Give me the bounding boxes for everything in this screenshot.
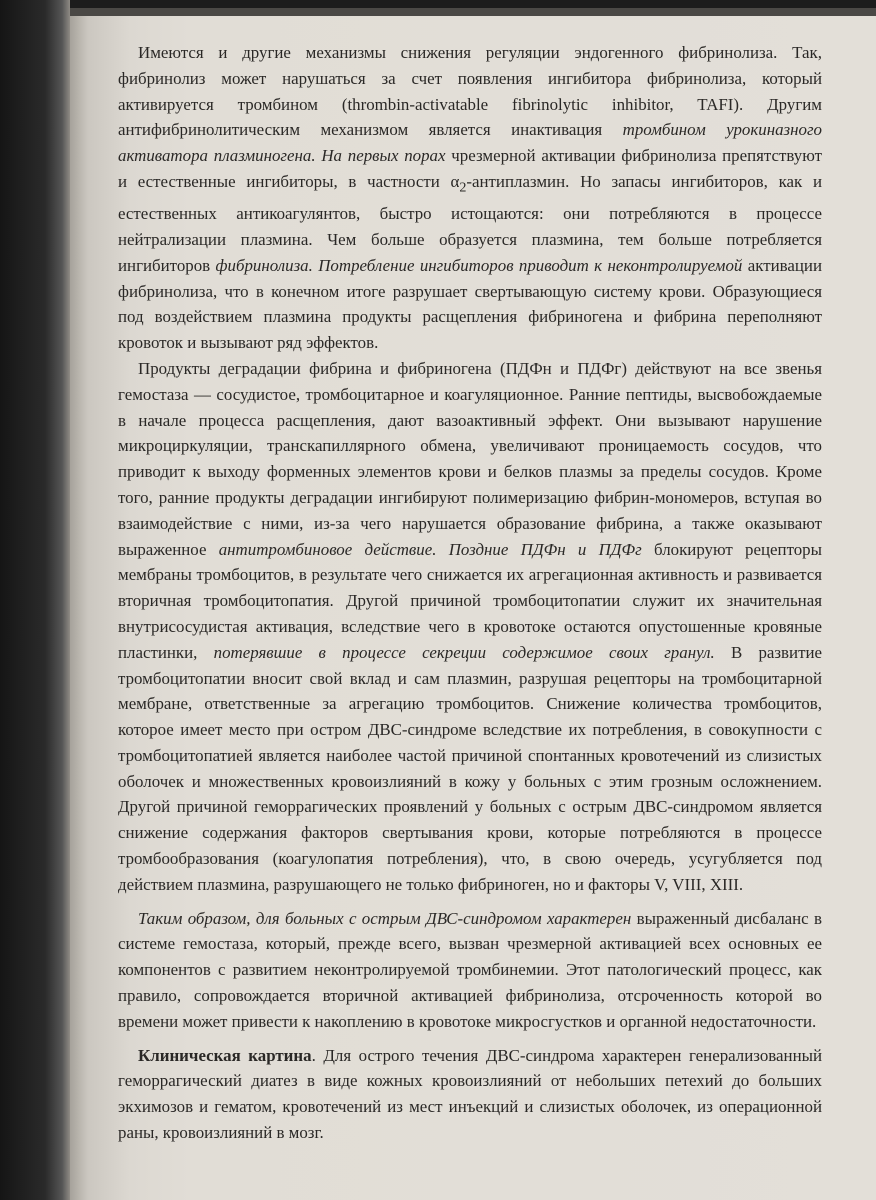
text-run: -антиплазмин. Но запасы ингибиторов, как и естественных антикоагулянтов, быстро истощаются: они потребляются в процессе нейтрализации плазмина. Чем больше образуется плазмина, тем больше потребляется ингибиторов bbox=[118, 171, 822, 275]
text-run: В развитие тромбоцитопатии вносит свой вклад и сам плазмин, разрушая рецепторы на тромбоцитарной мембране, ответственные за агрегацию тромбоцитов. Снижение количества тромбоцитов, которое имеет место при остром ДВС-синдроме вследствие их потребления, в совокупности с тромбоцитопатией является наиболее частой причиной спонтанных кровотечений из слизистых оболочек и множественных кровоизлияний в кожу у больных с этим грозным осложнением. Другой причиной геморрагических проявлений у больных с острым ДВС-синдромом является снижение содержания факторов свертывания крови, которые потребляются в процессе тромбообразования (коагулопатия потребления), что, в свою очередь, усугубляется под действием плазмина, разрушающего не только фибриноген, но и факторы V, VIII, XIII. bbox=[118, 642, 822, 894]
paragraph-fibrinolysis bbox=[118, 40, 822, 356]
text-run: чрезмерной активации фибринолиза препятствуют и естественные ингибиторы, в частности α bbox=[118, 146, 822, 191]
section-heading-inline: Клиническая картина bbox=[138, 1045, 312, 1065]
subscript: 2 bbox=[459, 179, 467, 196]
italic-run: потерявшие в процессе секреции содержимое своих гранул. bbox=[213, 642, 715, 662]
paragraph-gap bbox=[118, 898, 822, 906]
italic-run: антитромбиновое действие. Поздние ПДФн и ПДФг bbox=[218, 539, 642, 559]
text-run: активации фибринолиза, что в конечном итоге разрушает свертывающую систему крови. Образующиеся под воздействием плазмина продукты расщепления фибриногена и фибрина переполняют кровоток и вызывают ряд эффектов. bbox=[118, 255, 822, 353]
book-page bbox=[70, 8, 876, 1200]
paragraph-gap bbox=[118, 1035, 822, 1043]
text-run: . Для острого течения ДВС-синдрома характерен генерализованный геморрагический диатез в виде кожных кровоизлияний от небольших петехий до больших экхимозов и гематом, кровотечений из мест инъекций и слизистых оболочек, из операционной раны, кровоизлияний в мозг. bbox=[118, 1045, 823, 1143]
page-text bbox=[118, 40, 822, 1146]
text-run: блокируют рецепторы мембраны тромбоцитов, в результате чего снижается их агрегационная активность и развивается вторичная тромбоцитопатия. Другой причиной тромбоцитопатии служит их значительная внутрисосудистая активация, вследствие чего в кровотоке остаются опустошенные кровяные пластинки, bbox=[118, 539, 822, 662]
paragraph-clinical-picture bbox=[118, 1043, 822, 1146]
book-spine-shadow bbox=[0, 0, 70, 1200]
text-run: выраженный дисбаланс в системе гемостаза, который, прежде всего, вызван чрезмерной активацией всех основных ее компонентов с развитием неконтролируемой тромбинемии. Этот патологический процесс, как правило, сопровождается вторичной активацией фибринолиза, отсроченность которой во времени может привести к накоплению в кровотоке микросгустков и органной недостаточности. bbox=[118, 908, 823, 1031]
text-run: Имеются и другие механизмы снижения регуляции эндогенного фибринолиза. Так, фибринолиз может нарушаться за счет появления ингибитора фибринолиза, который активируется тромбином (thrombin-activatable fibrinolytic inhibitor, TAFI). Другим антифибринолитическим механизмом является инактивация bbox=[118, 43, 822, 140]
paragraph-conclusion bbox=[118, 906, 822, 1035]
italic-run: тромбином урокиназного активатора плазминогена. На первых порах bbox=[118, 120, 822, 166]
paragraph-degradation-products bbox=[118, 356, 822, 898]
italic-run: фибринолиза. Потребление ингибиторов приводит к неконтролируемой bbox=[215, 255, 743, 275]
text-run: Продукты деградации фибрина и фибриногена (ПДФн и ПДФг) действуют на все звенья гемостаза — сосудистое, тромбоцитарное и коагуляционное. Ранние пептиды, высвобождаемые в начале процесса расщепления, дают вазоактивный эффект. Они вызывают нарушение микроциркуляции, транскапиллярного обмена, увеличивают проницаемость сосудов, что приводит к выходу форменных элементов крови и белков плазмы за пределы сосудов. Кроме того, ранние продукты деградации ингибируют полимеризацию фибрин-мономеров, вступая во взаимодействие с ними, из-за чего нарушается образование фибрина, а также оказывают выраженное bbox=[118, 358, 822, 559]
italic-run: Таким образом, для больных с острым ДВС-синдромом характерен bbox=[138, 908, 632, 928]
page-top-edge bbox=[70, 8, 876, 16]
